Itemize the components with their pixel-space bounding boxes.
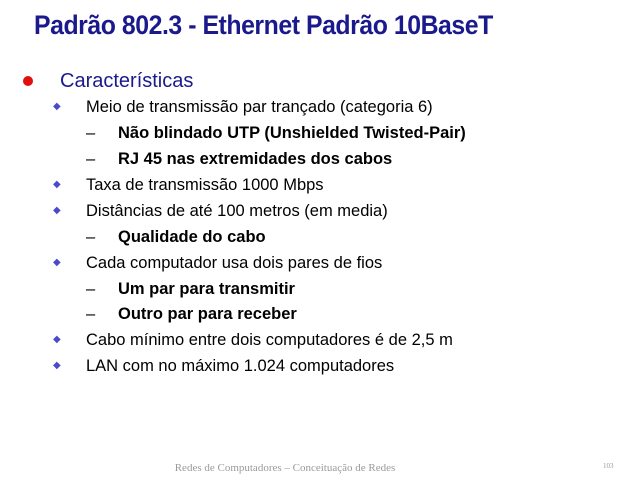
list-item: Taxa de transmissão 1000 Mbps bbox=[86, 176, 324, 194]
red-bullet-icon bbox=[23, 76, 33, 86]
diamond-bullet-icon: ◆ bbox=[53, 101, 61, 112]
list-item: Cabo mínimo entre dois computadores é de 2,5 m bbox=[86, 331, 453, 349]
list-item: Meio de transmissão par trançado (categoria 6) bbox=[86, 98, 433, 116]
list-item: Cada computador usa dois pares de fios bbox=[86, 254, 383, 272]
slide-title: Padrão 802.3 - Ethernet Padrão 10BaseT bbox=[34, 10, 493, 40]
diamond-bullet-icon: ◆ bbox=[53, 257, 61, 268]
list-item: Outro par para receber bbox=[118, 305, 297, 323]
dash-bullet-icon: – bbox=[86, 150, 96, 168]
dash-bullet-icon: – bbox=[86, 280, 96, 298]
dash-bullet-icon: – bbox=[86, 124, 96, 142]
page-number: 103 bbox=[603, 462, 614, 470]
list-item: LAN com no máximo 1.024 computadores bbox=[86, 357, 395, 375]
list-item: Distâncias de até 100 metros (em media) bbox=[86, 202, 388, 220]
heading-caracteristicas: Características bbox=[60, 70, 194, 92]
diamond-bullet-icon: ◆ bbox=[53, 179, 61, 190]
list-item: Qualidade do cabo bbox=[118, 228, 266, 246]
dash-bullet-icon: – bbox=[86, 228, 96, 246]
slide-footer: Redes de Computadores – Conceituação de Redes bbox=[174, 462, 396, 474]
diamond-bullet-icon: ◆ bbox=[53, 334, 61, 345]
list-item: Não blindado UTP (Unshielded Twisted-Pair) bbox=[118, 124, 466, 142]
diamond-bullet-icon: ◆ bbox=[53, 205, 61, 216]
diamond-bullet-icon: ◆ bbox=[53, 360, 61, 371]
dash-bullet-icon: – bbox=[86, 305, 96, 323]
list-item: Um par para transmitir bbox=[118, 280, 295, 298]
list-item: RJ 45 nas extremidades dos cabos bbox=[118, 150, 393, 168]
